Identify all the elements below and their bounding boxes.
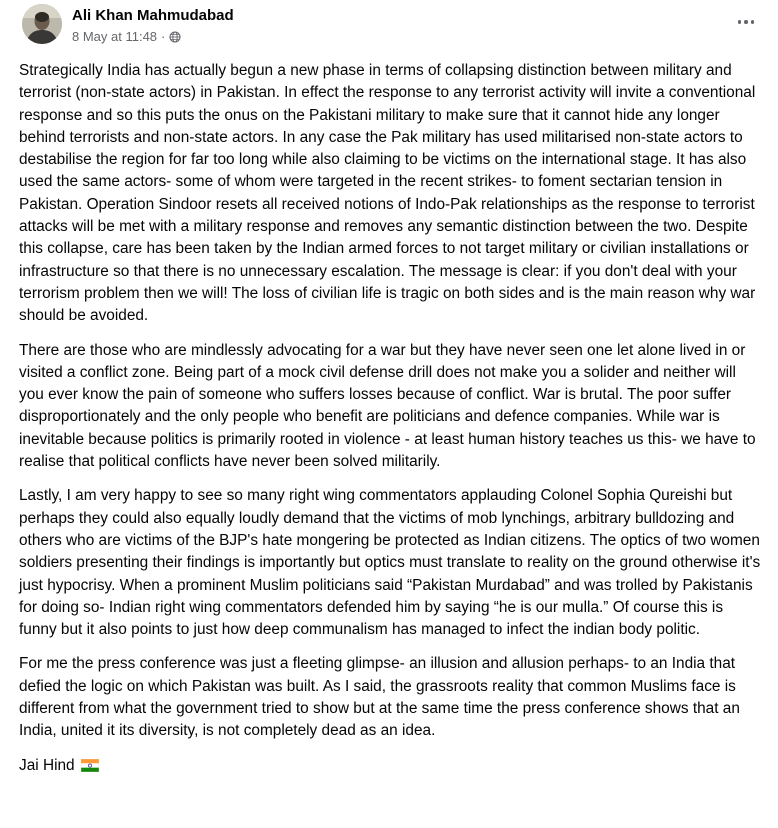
- post-paragraph: Lastly, I am very happy to see so many right wing commentators applauding Colonel Sophia Qureishi but perhaps they could also equally loudly demand that the victims of mob lynchings, arbitrary bulldozing and others who are victims of the BJP's hate mongering be protected as Indian citizens. The optics of two women soldiers presenting their findings is importantly but optics must translate to reality on the ground otherwise it's just hypocrisy. When a prominent Muslim politicians said “Pakistan Murdabad” and was trolled by Pakistanis for doing so- Indian right wing commentators defended him by saying “he is our mulla.” Of course this is funny but it also points to just how deep communalism has managed to infect the indian body politic.: [19, 487, 761, 639]
- more-options-icon[interactable]: [734, 12, 758, 32]
- more-dot: [751, 20, 755, 24]
- post-header: [22, 2, 762, 50]
- signoff-text: Jai Hind: [19, 756, 75, 774]
- post-paragraph: For me the press conference was just a fleeting glimpse- an illusion and allusion perhaps- to an India that defied the logic on which Pakistan was built. As I said, the grassroots reality that common Muslims face is different from what the government tried to show but at the same time the press conference shows that an India, united it its diversity, is not completely dead as an idea.: [19, 655, 740, 740]
- globe-icon[interactable]: [169, 31, 181, 43]
- post-paragraph: Strategically India has actually begun a new phase in terms of collapsing distinction between military and terrorist (non-state actors) in Pakistan. In effect the response to any terrorist activity will invite a conventional response and so this puts the onus on the Pakistani military to make sure that it cannot hide any longer behind terrorists and non-state actors. In any case the Pak military has used militarised non-state actors to destabilise the region for far too long while also claiming to be victims on the international stage. It has also used the same actors- some of whom were targeted in the recent strikes- to foment sectarian tension in Pakistan. Operation Sindoor resets all received notions of Indo-Pak relationships as the response to terrorist attacks will be met with a military response and removes any semantic distinction between the two. Despite this collapse, care has been taken by the Indian armed forces to not target military or civilian installations or infrastructure so that there is no unnecessary escalation. The message is clear: if you don't deal with your terrorism problem then we will! The loss of civilian life is tragic on both sides and is the main reason why war should be avoided.: [19, 62, 756, 325]
- post-meta: [72, 29, 181, 44]
- post-timestamp[interactable]: 8 May at 11:48: [72, 29, 158, 44]
- post-body: [19, 60, 763, 789]
- avatar-photo-icon: [22, 4, 62, 44]
- more-dot: [738, 20, 742, 24]
- meta-separator: ·: [161, 29, 166, 44]
- author-name[interactable]: Ali Khan Mahmudabad: [72, 7, 234, 24]
- india-flag-icon: [81, 759, 99, 772]
- post-paragraph: There are those who are mindlessly advocating for a war but they have never seen one let alone lived in or visited a conflict zone. Being part of a mock civil defense drill does not make you a solider and neither will you ever know the pain of someone who suffers losses because of conflict. War is brutal. The poor suffer disproportionately and the only people who benefit are politicians and defence companies. While war is inevitable because politics is primarily rooted in violence - at least human history teaches us this- we have to realise that political conflicts have never been solved militarily.: [19, 341, 756, 471]
- post-signoff: [19, 755, 763, 777]
- avatar[interactable]: [22, 4, 62, 44]
- more-dot: [744, 20, 748, 24]
